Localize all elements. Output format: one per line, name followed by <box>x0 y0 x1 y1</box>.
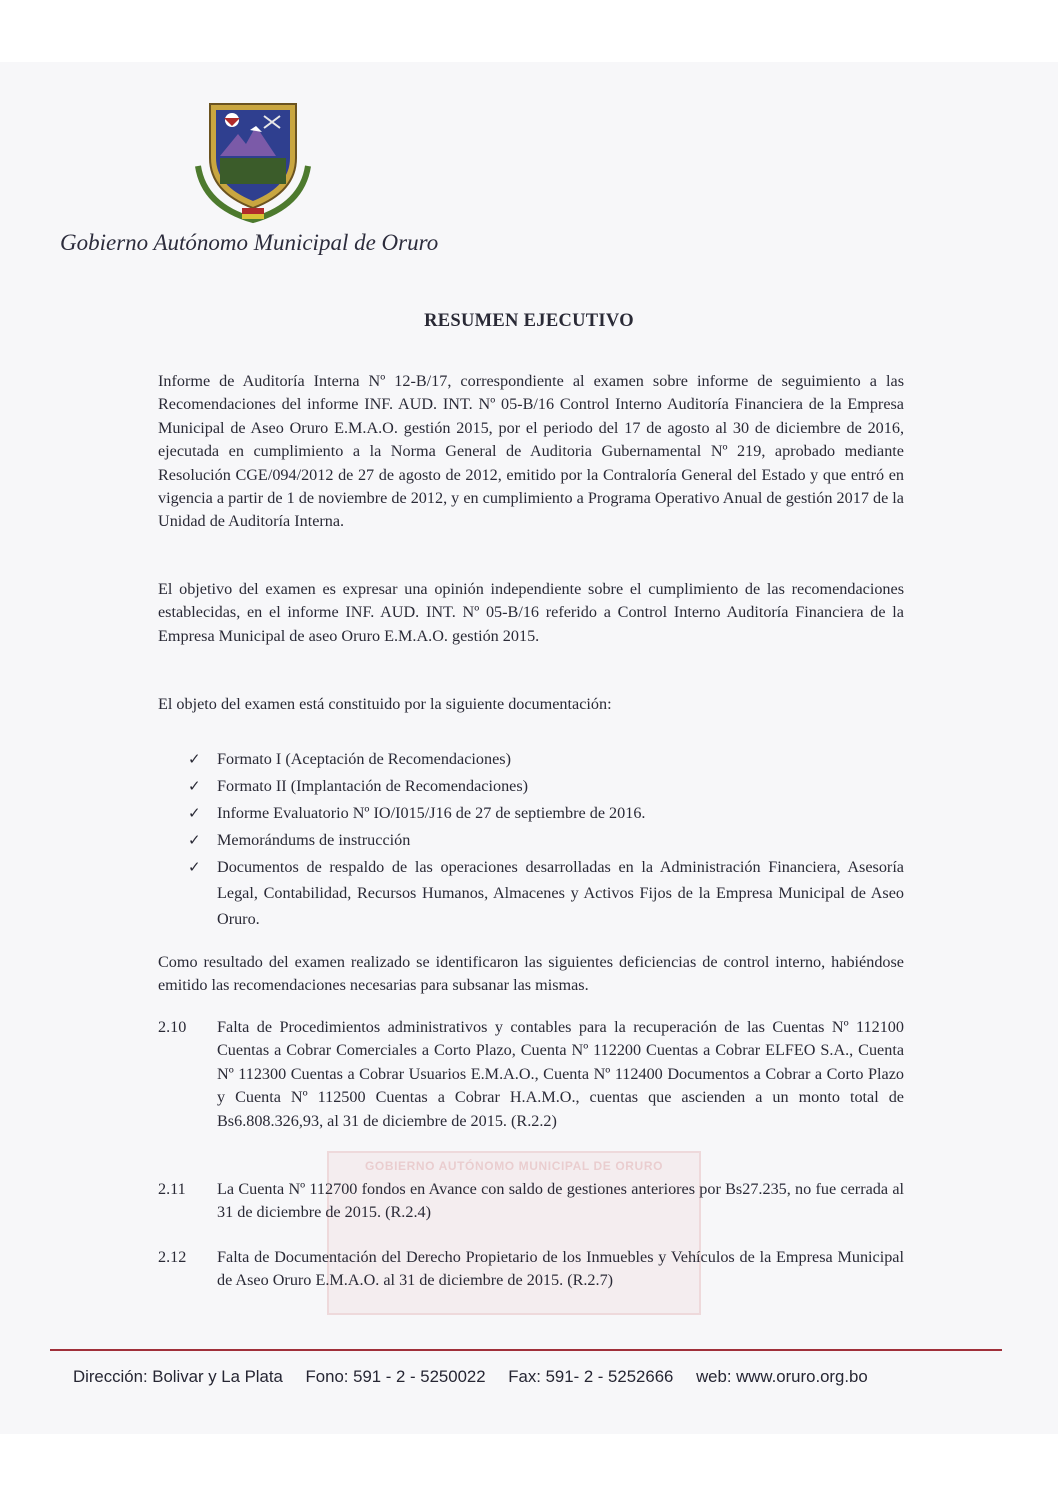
footer-divider <box>50 1349 1002 1351</box>
checkmark-icon: ✓ <box>188 831 201 849</box>
checkmark-icon: ✓ <box>188 777 201 795</box>
coat-of-arms-logo <box>190 96 316 226</box>
list-item: ✓ Documentos de respaldo de las operaciones desarrolladas en la Administración Financiera, Asesoría Legal, Contabilidad, Recursos Humanos, Almacenes y Activos Fijos de la Empresa Municipal de Aseo Oruro. <box>188 854 904 932</box>
finding-text: Falta de Procedimientos administrativos y contables para la recuperación de las Cuentas Nº 112100 Cuentas a Cobrar Comerciales a Corto Plazo, Cuenta Nº 112200 Cuentas a Cobrar ELFEO S.A., Cuenta Nº 112300 Cuentas a Cobrar Usuarios E.M.A.O., Cuenta Nº 112400 Documentos a Cobrar a Corto Plazo y Cuenta Nº 112500 Cuentas a Cobrar H.A.M.O., cuentas que ascienden a un monto total de Bs6.808.326,93, al 31 de diciembre de 2015. (R.2.2) <box>217 1018 904 1130</box>
finding-number: 2.10 <box>158 1018 187 1036</box>
footer-contact <box>73 1367 886 1387</box>
intro-paragraph: Informe de Auditoría Interna Nº 12-B/17, correspondiente al examen sobre informe de seguimiento a las Recomendaciones del informe INF. AUD. INT. Nº 05-B/16 Control Interno Auditoría Financiera de la Empresa Municipal de Aseo Oruro E.M.A.O. gestión 2015, por el periodo del 17 de agosto al 30 de diciembre de 2016, ejecutada en cumplimiento a la Norma General de Auditoria Gubernamental Nº 219, aprobado mediante Resolución CGE/094/2012 de 27 de agosto de 2012, emitido por la Contraloría General del Estado y que entró en vigencia a partir de 1 de noviembre de 2012, y en cumplimiento a Programa Operativo Anual de gestión 2017 de la Unidad de Auditoría Interna. <box>158 372 904 531</box>
finding-item <box>158 1016 904 1133</box>
footer-phone: Fono: 591 - 2 - 5250022 <box>305 1367 486 1386</box>
objective-paragraph: El objetivo del examen es expresar una opinión independiente sobre el cumplimiento de las recomendaciones establecidas, en el informe INF. AUD. INT. Nº 05-B/16 referido a Control Interno Auditoría Financiera de la Empresa Municipal de aseo Oruro E.M.A.O. gestión 2015. <box>158 580 904 645</box>
list-item: ✓ Informe Evaluatorio Nº IO/I015/J16 de 27 de septiembre de 2016. <box>188 800 904 826</box>
finding-number: 2.11 <box>158 1180 186 1198</box>
documentation-list <box>188 746 904 933</box>
organization-name: Gobierno Autónomo Municipal de Oruro <box>60 230 439 255</box>
checkmark-icon: ✓ <box>188 804 201 822</box>
list-item: ✓ Formato I (Aceptación de Recomendaciones) <box>188 746 904 772</box>
list-item: ✓ Memorándums de instrucción <box>188 827 904 853</box>
finding-text: Falta de Documentación del Derecho Propietario de los Inmuebles y Vehículos de la Empresa Municipal de Aseo Oruro E.M.A.O. al 31 de diciembre de 2015. (R.2.7) <box>217 1248 904 1290</box>
checkmark-icon: ✓ <box>188 750 201 768</box>
stamp-watermark: GOBIERNO AUTÓNOMO MUNICIPAL DE ORURO <box>327 1151 701 1315</box>
document-title: RESUMEN EJECUTIVO <box>424 311 634 331</box>
footer-address: Dirección: Bolivar y La Plata <box>73 1367 283 1386</box>
results-paragraph: Como resultado del examen realizado se identificaron las siguientes deficiencias de control interno, habiéndose emitido las recomendaciones necesarias para subsanar las mismas. <box>158 953 904 995</box>
checkmark-icon: ✓ <box>188 858 201 876</box>
list-item: ✓ Formato II (Implantación de Recomendaciones) <box>188 773 904 799</box>
finding-text: La Cuenta Nº 112700 fondos en Avance con saldo de gestiones anteriores por Bs27.235, no fue cerrada al 31 de diciembre de 2015. (R.2.4) <box>217 1180 904 1222</box>
scope-paragraph: El objeto del examen está constituido por la siguiente documentación: <box>158 695 612 713</box>
footer-fax: Fax: 591- 2 - 5252666 <box>508 1367 674 1386</box>
finding-item <box>158 1246 904 1293</box>
finding-item <box>158 1178 904 1225</box>
finding-number: 2.12 <box>158 1248 187 1266</box>
footer-web: web: www.oruro.org.bo <box>696 1367 868 1386</box>
